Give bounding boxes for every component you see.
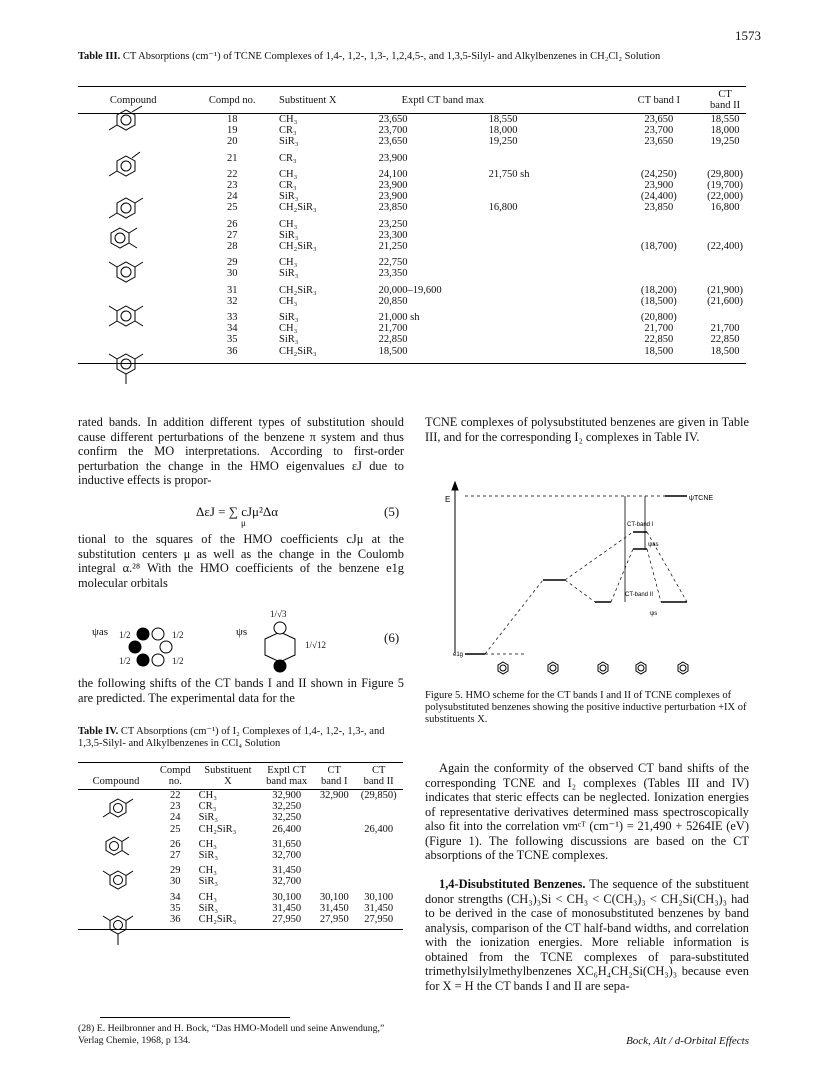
t4-head-b1: band I [314, 776, 354, 790]
t3-cell-band2: 22,850 [710, 334, 740, 346]
t3-head-sub: Substituent X [276, 87, 362, 114]
t3-cell-sub: SiR₃ [278, 312, 299, 324]
t3-cell-band1: 23,850 [644, 202, 674, 214]
fig-psi-as-label: ψas [648, 542, 659, 548]
left-para3: the following shifts of the CT bands I and II shown in Figure 5 are predicted. The experimental data for the [78, 676, 404, 705]
t4-head-exp: band max [259, 776, 314, 790]
t3-exptl-2: 21,750 sh [488, 168, 530, 180]
t3-cell-band2 [704, 230, 746, 241]
t3-cell-exptl [362, 180, 614, 191]
t3-cell-sub: CH₃ [278, 257, 298, 269]
t3-cell-exptl [362, 230, 614, 241]
t3-cell-exptl [362, 191, 614, 202]
t4-cell-no: 23 [170, 801, 181, 813]
t3-cell-no: 22 [226, 168, 238, 180]
t4-cell-band1 [314, 812, 354, 823]
table3-caption-label: Table III. [78, 51, 121, 62]
table4-caption [78, 726, 404, 750]
t4-cell-no: 30 [170, 876, 181, 888]
table3-caption-text: CT Absorptions (cm⁻¹) of TCNE Complexes of 1,4-, 1,2-, 1,3-, 1,2,4,5-, and 1,3,5-Silyl- and Alkylbenzenes in CH₂Cl₂ Solution [122, 51, 661, 62]
t4-cell-band1 [314, 876, 354, 887]
t3-cell-exptl [362, 307, 614, 323]
t4-cell-band2: (29,850) [360, 790, 397, 801]
coef-half-1: 1/2 [119, 630, 131, 640]
t3-cell-band1 [614, 252, 705, 268]
t3-cell-band2 [704, 148, 746, 164]
t4-cell-no: 35 [170, 902, 181, 914]
t3-exptl-1: 23,250 [378, 218, 408, 230]
t4-cell-no: 29 [170, 865, 181, 877]
t4-cell-exptl: 30,100 [272, 891, 302, 903]
t3-cell-no: 20 [226, 136, 238, 148]
t3-cell-exptl [362, 202, 614, 213]
coef-inv-sqrt12: 1/√12 [305, 640, 326, 650]
t4-cell-sub: CH₃ [198, 865, 217, 877]
t3-cell-sub: CH₂SiR₃ [276, 346, 362, 364]
t4-cell-sub: CH₂SiR₃ [198, 823, 237, 835]
t3-cell-exptl [362, 346, 614, 364]
t3-cell-exptl [362, 125, 614, 136]
t3-cell-exptl [362, 268, 614, 279]
t4-cell-no: 25 [170, 823, 181, 835]
t3-cell-band1 [614, 148, 705, 164]
footnote-28: (28) E. Heilbronner and H. Bock, “Das HMO-Modell und seine Anwendung,” Verlag Chemie, 1968, p 134. [78, 1023, 385, 1046]
left-para2: tional to the squares of the HMO coefficients cJμ at the substitution centers μ as well as the change in the Coulomb integral α.²⁸ With the HMO coefficients of the benzene e1g molecular orbitals [78, 532, 404, 590]
t4-cell-sub: CR₃ [198, 801, 217, 813]
figure-5 [425, 478, 749, 683]
t4-cell-no: 26 [170, 838, 181, 850]
t4-cell-exptl: 32,900 [272, 790, 302, 801]
equation-5 [196, 504, 278, 520]
t4-cell-band2 [354, 812, 403, 823]
t3-cell-band2: 19,250 [710, 136, 740, 148]
t3-cell-no: 34 [226, 323, 238, 335]
equation-6-orbitals [88, 612, 406, 682]
t3-cell-exptl [362, 214, 614, 230]
t3-cell-band1 [614, 268, 705, 279]
t3-cell-no: 32 [226, 295, 238, 307]
t3-cell-sub: CR₃ [278, 152, 297, 164]
t3-cell-exptl [362, 280, 614, 296]
t3-cell-band1: (24,250) [640, 168, 677, 180]
t3-exptl-1: 23,900 [378, 180, 408, 192]
t3-cell-sub: CH₂SiR₃ [278, 202, 317, 214]
t3-cell-band2: 18,000 [710, 125, 740, 137]
t3-cell-band2: 21,700 [710, 323, 740, 335]
equation-6-number: (6) [384, 630, 400, 645]
t3-cell-no: 19 [226, 125, 238, 137]
t4-cell-sub: SiR₃ [198, 876, 219, 888]
t3-cell-band2: (21,900) [707, 284, 743, 296]
t4-cell-sub: CH₃ [198, 838, 217, 850]
coef-half-4: 1/2 [172, 656, 184, 666]
t3-cell-band1: 22,850 [644, 334, 674, 346]
t3-exptl-1: 20,000–19,600 [378, 284, 442, 296]
t3-cell-exptl [362, 114, 614, 126]
t3-exptl-1: 21,700 [378, 323, 408, 335]
t3-cell-sub: CR₃ [278, 180, 297, 192]
t3-exptl-1: 23,900 [378, 152, 408, 164]
t4-cell-band1: 32,900 [319, 790, 349, 801]
t4-head-top-exp: Exptl CT [259, 763, 314, 777]
psi-as-label: ψas [92, 626, 109, 638]
t3-cell-sub: SiR₃ [278, 136, 299, 148]
t3-cell-band1: 23,650 [644, 136, 674, 148]
t3-cell-no: 21 [226, 152, 238, 164]
t3-cell-band1: 23,650 [644, 114, 674, 125]
t3-cell-sub: CH₃ [278, 218, 298, 230]
t3-cell-exptl [362, 148, 614, 164]
fig-psi-s-label: ψs [650, 611, 658, 617]
table3-caption [78, 51, 748, 63]
t3-cell-band2: 16,800 [710, 202, 740, 214]
t3-exptl-1: 23,650 [378, 114, 408, 125]
section-heading: 1,4-Disubstituted Benzenes. [439, 877, 586, 891]
t3-cell-band2: (19,700) [707, 180, 743, 192]
t3-cell-exptl [362, 323, 614, 334]
t3-cell-band1: 21,700 [644, 323, 674, 335]
right-para1: TCNE complexes of polysubstituted benzenes are given in Table III, and for the corresponding I₂ complexes in Table IV. [425, 415, 749, 444]
table4-caption-text: CT Absorptions (cm⁻¹) of I₂ Complexes of 1,4-, 1,2-, 1,3-, and 1,3,5-Silyl- and Alkylbenzenes in CCl₄ Solution [78, 726, 385, 749]
t3-cell-no: 29 [226, 257, 238, 269]
t3-cell-band2 [704, 307, 746, 323]
t3-cell-sub: CH₃ [278, 114, 298, 125]
t4-cell-exptl: 31,450 [272, 865, 302, 877]
coef-half-2: 1/2 [172, 630, 184, 640]
t3-cell-sub: SiR₃ [278, 334, 299, 346]
t3-cell-exptl [362, 164, 614, 180]
t3-head-no: Compd no. [188, 87, 276, 114]
fig-ct1-label: CT-band I [627, 522, 654, 528]
t3-cell-band1: (18,500) [640, 295, 677, 307]
t3-cell-sub: CH₃ [278, 323, 298, 335]
t4-cell-band1 [314, 835, 354, 850]
t3-cell-sub: CH₂SiR₃ [278, 284, 317, 296]
t4-cell-no: 27 [170, 850, 181, 862]
t3-cell-no: 23 [226, 180, 238, 192]
t3-exptl-1: 23,350 [378, 268, 408, 280]
t3-exptl-1: 23,850 [378, 202, 408, 214]
t3-exptl-1: 23,700 [378, 125, 408, 137]
t3-cell-exptl [362, 334, 614, 345]
t4-head-sub: X [197, 776, 260, 790]
t3-cell-band2 [704, 214, 746, 230]
t3-cell-no: 30 [226, 268, 238, 280]
t4-cell-sub: CH₂SiR₃ [197, 914, 260, 930]
t3-exptl-2: 18,000 [488, 125, 518, 137]
t4-cell-band1 [314, 861, 354, 876]
t3-cell-sub: SiR₃ [278, 268, 299, 280]
t4-cell-no: 24 [170, 812, 181, 824]
fig-e1g-label: e1g [453, 652, 464, 658]
t3-exptl-1: 23,300 [378, 229, 408, 241]
t3-cell-sub: CH₂SiR₃ [278, 241, 317, 253]
t4-head-compound: Compound [78, 776, 154, 790]
t3-exptl-2: 16,800 [488, 202, 518, 214]
t3-exptl-1: 23,900 [378, 191, 408, 203]
equation-5-sub: μ [241, 518, 246, 528]
t3-cell-sub: CH₃ [278, 295, 298, 307]
t4-cell-band2: 26,400 [364, 823, 394, 835]
t4-cell-band1 [314, 801, 354, 812]
t3-exptl-1: 22,850 [378, 334, 408, 346]
page-number: 1573 [735, 28, 761, 43]
t4-cell-band1 [314, 850, 354, 861]
t3-exptl-1: 21,250 [378, 241, 408, 253]
fig-E-label: E [445, 495, 451, 504]
t3-cell-no: 26 [226, 218, 238, 230]
t3-cell-band1: (24,400) [640, 191, 677, 203]
fig-psi-tcne-label: ψTCNE [689, 495, 714, 502]
right-para2: Again the conformity of the observed CT band shifts of the corresponding TCNE and I₂ complexes (Tables III and IV) indicates that steric effects can be neglected. Ionization energies of representative derivatives determined mass spectroscopically also fit into the correlation νmᶜᵀ (cm⁻¹) = 21,490 + 5264IE (eV) (Figure 1). The following discussions are based on the CT absorptions of the TCNE complexes. [425, 761, 749, 862]
t3-cell-band2: (22,400) [707, 241, 743, 253]
t4-head-top-b2: CT [354, 763, 403, 777]
t4-cell-exptl: 27,950 [259, 914, 314, 930]
t3-head-b2: CT band II [704, 87, 746, 114]
table4-caption-label: Table IV. [78, 726, 119, 737]
figure5-caption-label: Figure 5. [425, 690, 463, 701]
t3-cell-band1: (18,200) [640, 284, 677, 296]
t4-cell-exptl: 32,700 [272, 850, 302, 862]
t3-cell-band2: 18,550 [710, 114, 740, 125]
t4-cell-exptl: 32,250 [272, 801, 302, 813]
figure5-caption [425, 690, 749, 726]
t3-cell-band2: 18,500 [704, 346, 746, 364]
right-para3: The sequence of the substituent donor strengths (CH₃)₃Si < CH₃ < C(CH₃)₃ < CH₂Si(CH₃)₃ had to be derived in the case of monosubstituted benzenes by band analysis, comparison of the CT half-band widths, and correlation with the ionization energies. More reliable information is obtained from the TCNE complexes of para-substituted trimethylsilylmethylbenzenes XC₆H₄CH₂Si(CH₃)₃ because even for X = H the CT bands I and II are sepa- [425, 877, 749, 993]
t4-cell-band2 [354, 835, 403, 850]
t4-cell-band1 [314, 824, 354, 835]
t3-cell-no: 33 [226, 312, 238, 324]
coef-inv-sqrt3: 1/√3 [270, 609, 287, 619]
t3-cell-band1: 23,700 [644, 125, 674, 137]
left-para1: rated bands. In addition different types of substitution should cause different perturbations of the benzene π system and thus confirm the MO interpretations. According to first-order perturbation the change in the HMO eigenvalues εJ due to inductive effects is propor- [78, 415, 404, 487]
figure5-caption-text: HMO scheme for the CT bands I and II of TCNE complexes of polysubstituted benzenes showing the positive inductive perturbation +IX of substituents X. [425, 690, 747, 725]
t4-head-no: no. [154, 776, 197, 790]
t3-cell-band1: (20,800) [640, 312, 677, 324]
t4-cell-band1: 30,100 [319, 891, 349, 903]
t3-cell-band2: (22,000) [707, 191, 743, 203]
t3-cell-no: 27 [226, 229, 238, 241]
t3-cell-no: 35 [226, 334, 238, 346]
t3-cell-exptl [362, 136, 614, 147]
psi-s-label: ψs [236, 626, 248, 638]
equation-5-number: (5) [384, 504, 400, 519]
t4-head-top-no: Compd [154, 763, 197, 777]
t3-cell-band1 [614, 230, 705, 241]
t4-cell-band2: 30,100 [364, 891, 394, 903]
t3-cell-no: 25 [226, 202, 238, 214]
t4-cell-band2: 31,450 [364, 902, 394, 914]
t3-cell-sub: CR₃ [278, 125, 297, 137]
t3-exptl-1: 24,100 [378, 168, 408, 180]
t3-cell-band2 [704, 252, 746, 268]
t3-cell-band1: (18,700) [640, 241, 677, 253]
t3-exptl-1: 20,850 [378, 295, 408, 307]
table3-structures [80, 100, 200, 390]
t4-cell-no: 34 [170, 891, 181, 903]
t4-cell-band2 [354, 876, 403, 887]
equation-5-text: ΔεJ = ∑ cJμ²Δα [196, 504, 279, 519]
t3-cell-band1: 18,500 [614, 346, 705, 364]
t3-cell-no: 31 [226, 284, 238, 296]
t3-cell-no: 24 [226, 191, 238, 203]
t3-exptl-1: 18,500 [378, 345, 408, 357]
footnote-rule [100, 1017, 290, 1018]
t4-cell-sub: CH₃ [198, 790, 217, 801]
journal-footer: Bock, Alt / d-Orbital Effects [626, 1035, 749, 1047]
table4-structures [80, 790, 156, 960]
t4-cell-exptl: 26,400 [272, 823, 302, 835]
t4-cell-sub: SiR₃ [198, 850, 219, 862]
t3-cell-sub: SiR₃ [278, 191, 299, 203]
t4-cell-no: 36 [154, 914, 197, 930]
t3-cell-sub: CH₃ [278, 168, 298, 180]
t3-head-exptl: Exptl CT band max [362, 87, 614, 114]
t3-exptl-2: 18,550 [488, 114, 518, 125]
t4-head-top-b1: CT [314, 763, 354, 777]
t3-cell-band1: 23,900 [644, 180, 674, 192]
t4-cell-band2 [354, 861, 403, 876]
t4-cell-band2 [354, 801, 403, 812]
t3-head-b1: CT band I [614, 87, 705, 114]
t3-cell-sub: SiR₃ [278, 229, 299, 241]
t3-exptl-2: 19,250 [488, 136, 518, 148]
t3-cell-exptl [362, 296, 614, 307]
t4-cell-exptl: 32,700 [272, 876, 302, 888]
t3-cell-exptl [362, 241, 614, 252]
t4-cell-band2: 27,950 [354, 914, 403, 930]
t3-cell-band1 [614, 214, 705, 230]
right-para3-block [425, 877, 749, 993]
t4-head-top-sub: Substituent [197, 763, 260, 777]
t4-cell-sub: SiR₃ [198, 812, 219, 824]
t4-head-b2: band II [354, 776, 403, 790]
t4-cell-sub: CH₃ [198, 891, 217, 903]
t4-cell-band1: 27,950 [314, 914, 354, 930]
t3-cell-band2: (29,800) [707, 168, 743, 180]
t3-exptl-1: 21,000 sh [378, 312, 420, 324]
t3-cell-no: 18 [226, 114, 238, 125]
t3-cell-exptl [362, 252, 614, 268]
t4-cell-sub: SiR₃ [198, 902, 219, 914]
t4-cell-band2 [354, 850, 403, 861]
t4-cell-no: 22 [170, 790, 181, 801]
t4-cell-exptl: 31,450 [272, 902, 302, 914]
fig-ct2-label: CT-band II [625, 592, 654, 598]
t4-cell-exptl: 31,650 [272, 838, 302, 850]
t3-cell-no: 36 [188, 346, 276, 364]
t4-cell-exptl: 32,250 [272, 812, 302, 824]
t3-exptl-1: 22,750 [378, 257, 408, 269]
t3-cell-no: 28 [226, 241, 238, 253]
t3-head-compound: Compound [78, 87, 188, 114]
t4-cell-band1: 31,450 [319, 902, 349, 914]
coef-half-3: 1/2 [119, 656, 131, 666]
t3-exptl-1: 23,650 [378, 136, 408, 148]
t3-cell-band2: (21,600) [707, 295, 743, 307]
t3-cell-band2 [704, 268, 746, 279]
